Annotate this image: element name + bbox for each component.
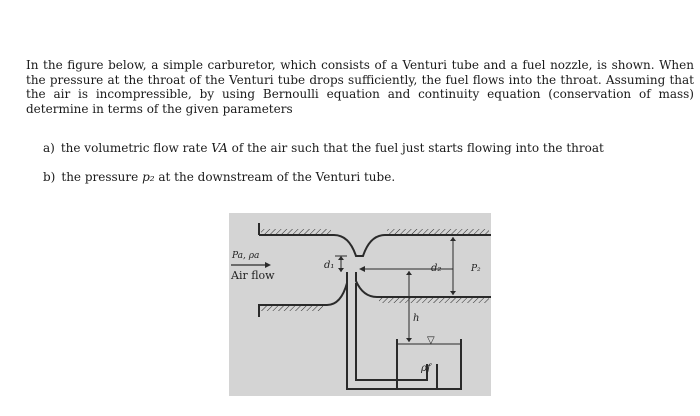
height-label: h <box>413 313 420 324</box>
item-a-text-end: of the air such that the fuel just starts flowing into the throat <box>227 141 604 155</box>
throat-diameter-label: d₁ <box>324 260 335 271</box>
item-a-math: VA <box>211 141 228 155</box>
inlet-pressure-density-label: Pa, ρa <box>232 251 260 261</box>
outlet-pressure-label: P₂ <box>471 264 481 274</box>
question-item-a <box>43 141 604 155</box>
fuel-density-label: ρf <box>421 363 431 374</box>
carburetor-figure <box>229 213 491 396</box>
item-a-marker: a) <box>43 141 55 155</box>
free-surface-icon: ▽ <box>427 335 435 346</box>
air-flow-label: Air flow <box>231 269 275 282</box>
outlet-diameter-label: d₂ <box>431 263 442 274</box>
item-b-text-start: the pressure <box>61 170 143 184</box>
item-a-text-start: the volumetric flow rate <box>60 141 212 155</box>
item-b-math: p₂ <box>142 170 155 184</box>
problem-statement: In the figure below, a simple carburetor, which consists of a Venturi tube and a fuel nozzle, is shown. When the pressure at the throat of the Venturi tube drops sufficiently, the fuel flows into the throat. Assuming that the air is incompressible, by using Bernoulli equation and continuity equation (conservation of mass) determine in terms of the given parameters <box>26 58 694 116</box>
item-b-text-end: at the downstream of the Venturi tube. <box>154 170 396 184</box>
question-item-b <box>43 170 395 184</box>
item-b-marker: b) <box>43 170 56 184</box>
